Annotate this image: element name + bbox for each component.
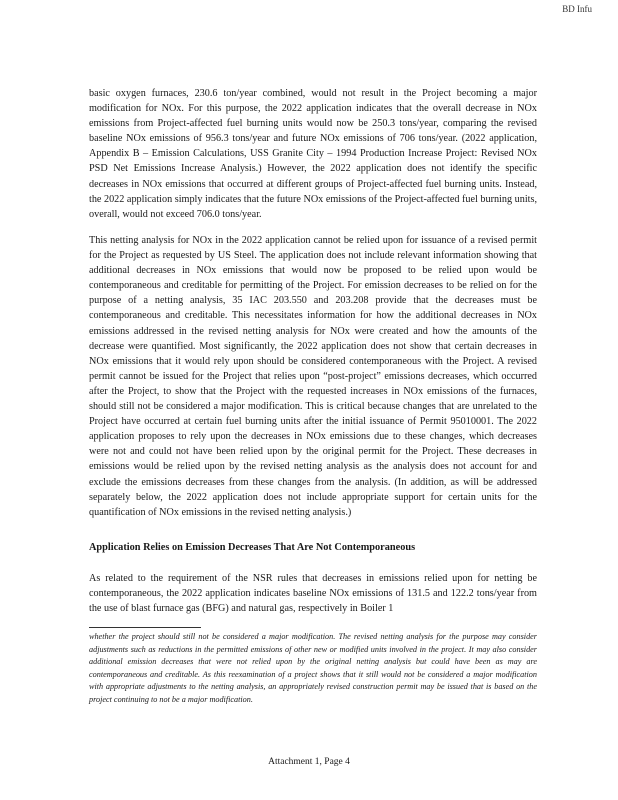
- page-footer: Attachment 1, Page 4: [268, 757, 350, 767]
- body-paragraph-3: As related to the requirement of the NSR rules that decreases in emissions relied upon for netting be contemporaneous, the 2022 application indicates baseline NOx emissions of 131.5 and 122.2 tons/year from the use of blast furnace gas (BFG) and natural gas, respectively in Boiler 1: [89, 573, 537, 615]
- body-paragraph-1: basic oxygen furnaces, 230.6 ton/year combined, would not result in the Project becoming a major modification for NOx. For this purpose, the 2022 application indicates that the overall decrease in NOx emissions from Project-affected fuel burning units would now be 250.3 tons/year, comparing the revised baseline NOx emissions of 956.3 tons/year and future NOx emissions of 706 tons/year. (2022 application, Appendix B – Emission Calculations, USS Granite City – 1994 Production Increase Project: Revised NOx PSD Net Emissions Increase Analysis.) However, the 2022 application does not identify the specific decreases in NOx emissions that occurred at different groups of Project-affected fuel burning units. Instead, the 2022 application simply indicates that the future NOx emissions of the Project-affected fuel burning units, overall, would not exceed 706.0 tons/year.: [89, 88, 537, 220]
- body-paragraph-2: This netting analysis for NOx in the 2022 application cannot be relied upon for issuance of a revised permit for the Project as requested by US Steel. The application does not include relevant information showing that additional decreases in NOx emissions that would now be proposed to be relied upon would be contemporaneous and creditable for permitting of the Project. For emission decreases to be relied on for the purpose of a netting analysis, 35 IAC 203.550 and 203.208 provide that the decreases must be contemporaneous and creditable. This necessitates information for how the additional decreases in NOx emissions addressed in the revised netting analysis for NOx were created and how the amounts of the decrease were quantified. Most significantly, the 2022 application does not show that certain decreases in NOx emissions that it would rely upon should be considered contemporaneous with the Project. A revised permit cannot be issued for the Project that relies upon “post-project” emissions decreases, which occurred after the Project, to show that the Project with the requested increases in NOx emissions of the furnaces, should still not be considered a major modification. This is critical because changes that are unrelated to the Project have occurred at certain fuel burning units after the initial issuance of Permit 95010001. The 2022 application proposes to rely upon the decreases in NOx emissions due to these changes, which decreases were not and could not have been relied upon by the original permit for the Project. These decreases in emissions would be relied upon by the revised netting analysis as the analysis does not account for and exclude the emissions decreases from these changes from the analysis. (In addition, as will be addressed separately below, the 2022 application does not include appropriate support for certain units for the quantification of NOx emissions in the revised netting analysis.): [89, 235, 537, 518]
- section-heading: Application Relies on Emission Decreases That Are Not Contemporaneous: [89, 542, 416, 553]
- document-id: BD Infu: [562, 4, 592, 14]
- footnote-text: whether the project should still not be considered a major modification. The revised netting analysis for the purpose may consider adjustments such as reductions in the permitted emissions of other new or modified units involved in the project. It may also consider additional emission decreases that were not relied upon by the original netting analysis but could have been as may are contemporaneous and creditable. As this reexamination of a project shows that it still would not be considered a major modification with appropriate adjustments to the netting analysis, an appropriately revised construction permit may be issued that is based on the project continuing to not be a major modification.: [89, 632, 537, 704]
- footnote-divider: [89, 627, 201, 628]
